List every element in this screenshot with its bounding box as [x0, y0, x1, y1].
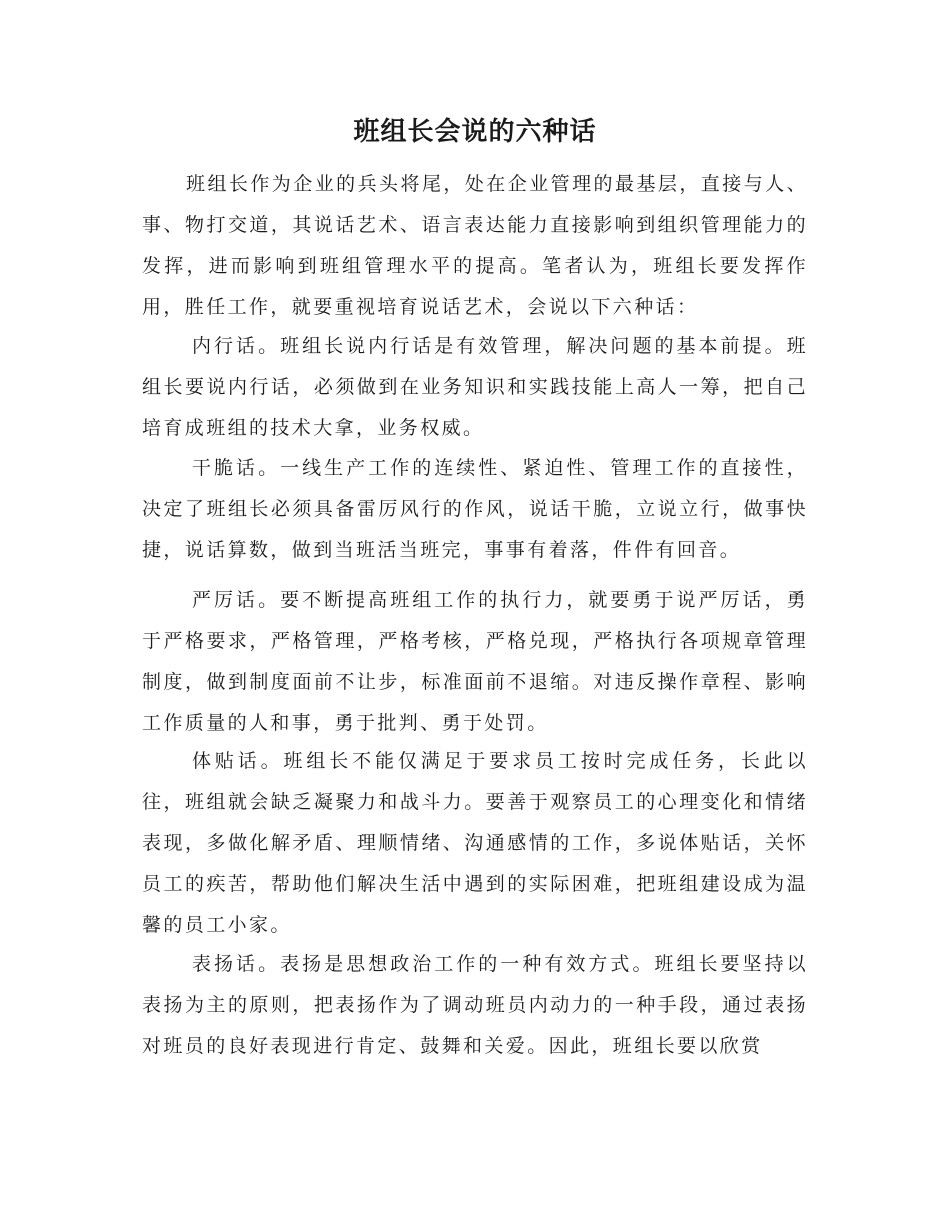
paragraph-intro: 班组长作为企业的兵头将尾，处在企业管理的最基层，直接与人、事、物打交道，其说话艺术、语言表达能力直接影响到组织管理能力的发挥，进而影响到班组管理水平的提高。笔者认为，班组长要发挥作用，胜任工作，就要重视培育说话艺术，会说以下六种话：	[142, 173, 808, 318]
paragraph-insider-talk: 内行话。班组长说内行话是有效管理，解决问题的基本前提。班组长要说内行话，必须做到在业务知识和实践技能上高人一筹，把自己培育成班组的技术大拿，业务权威。	[142, 335, 808, 439]
document-title: 班组长会说的六种话	[353, 117, 597, 147]
paragraph-strict-talk: 严厉话。要不断提高班组工作的执行力，就要勇于说严厉话，勇于严格要求，严格管理，严格考核，严格兑现，严格执行各项规章管理制度，做到制度面前不让步，标准面前不退缩。对违反操作章程、影响工作质量的人和事，勇于批判、勇于处罚。	[142, 589, 808, 734]
paragraph-praise-talk: 表扬话。表扬是思想政治工作的一种有效方式。班组长要坚持以表扬为主的原则，把表扬作为了调动班员内动力的一种手段，通过表扬对班员的良好表现进行肯定、鼓舞和关爱。因此，班组长要以欣赏	[142, 953, 808, 1057]
paragraph-decisive-talk: 干脆话。一线生产工作的连续性、紧迫性、管理工作的直接性，决定了班组长必须具备雷厉风行的作风，说话干脆，立说立行，做事快捷，说话算数，做到当班活当班完，事事有着落，件件有回音。	[142, 457, 808, 561]
paragraph-caring-talk: 体贴话。班组长不能仅满足于要求员工按时完成任务，长此以往，班组就会缺乏凝聚力和战斗力。要善于观察员工的心理变化和情绪表现，多做化解矛盾、理顺情绪、沟通感情的工作，多说体贴话，关怀员工的疾苦，帮助他们解决生活中遇到的实际困难，把班组建设成为温馨的员工小家。	[142, 750, 808, 936]
